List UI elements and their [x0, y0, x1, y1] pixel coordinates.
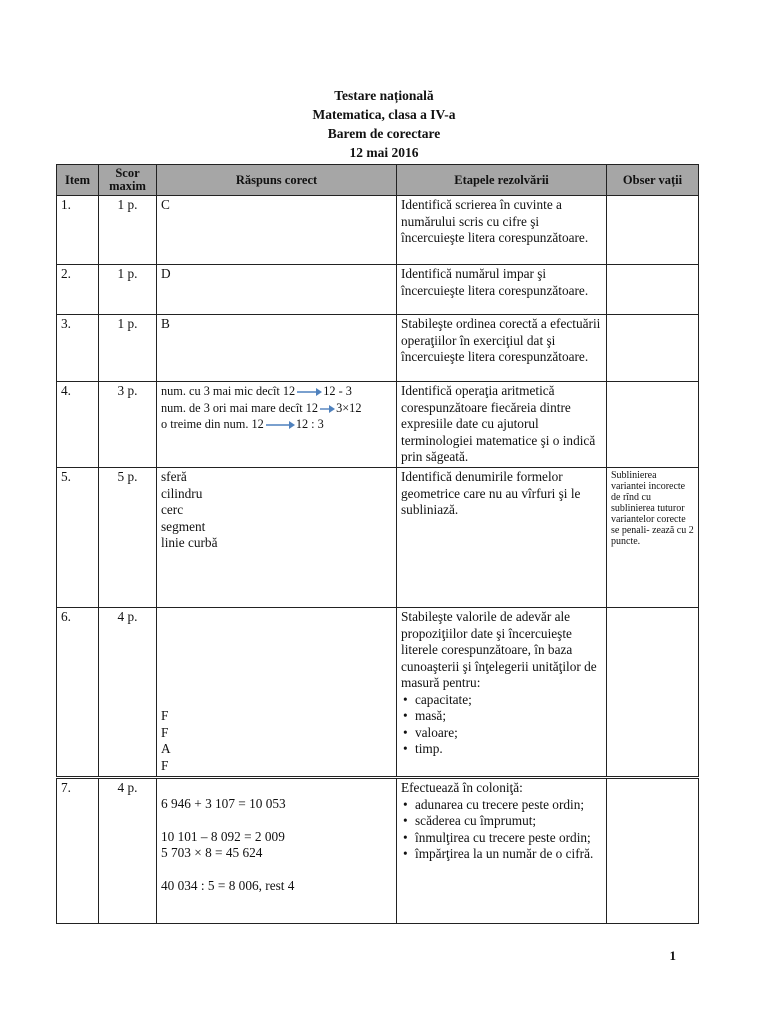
list-item: • scăderea cu împrumut; — [415, 813, 602, 830]
solution-steps — [397, 778, 607, 924]
steps-text: Stabileşte valorile de adevăr ale propoziţiilor date şi încercuieşte literele corespunzătoare, în baza cunoaşterii şi înţelegerii unităţilor de masură pentru: — [401, 609, 597, 690]
expression-text: o treime din num. 12 — [161, 417, 264, 431]
item-score: 1 p. — [99, 315, 157, 382]
item-score: 1 p. — [99, 196, 157, 265]
correct-answer: B — [157, 315, 397, 382]
item-number: 3. — [57, 315, 99, 382]
answer-line: linie curbă — [161, 535, 218, 550]
answer-line: 40 034 : 5 = 8 006, rest 4 — [161, 877, 295, 893]
observations — [607, 778, 699, 924]
table-row — [57, 778, 699, 924]
observations — [607, 608, 699, 778]
item-score: 3 p. — [99, 382, 157, 468]
table-row — [57, 196, 699, 265]
correct-answer: D — [157, 265, 397, 315]
solution-steps: Identifică numărul impar şi încercuieşte litera corespunzătoare. — [397, 265, 607, 315]
answer-line: A — [161, 741, 171, 756]
matching-line — [161, 416, 392, 433]
item-score: 1 p. — [99, 265, 157, 315]
item-number: 2. — [57, 265, 99, 315]
table-row — [57, 315, 699, 382]
page-number: 1 — [669, 948, 676, 963]
observations — [607, 196, 699, 265]
item-number: 4. — [57, 382, 99, 468]
observations — [607, 382, 699, 468]
list-item: • timp. — [415, 741, 602, 758]
answer-line: 10 101 – 8 092 = 2 009 — [161, 828, 285, 844]
col-header-score: Scor maxim — [99, 165, 157, 196]
table-row — [57, 468, 699, 608]
table-header-row — [57, 165, 699, 196]
item-score: 4 p. — [99, 778, 157, 924]
answer-line: sferă — [161, 469, 187, 484]
item-number: 6. — [57, 608, 99, 778]
arrow-right-icon — [319, 404, 335, 414]
correct-answer: C — [157, 196, 397, 265]
header-title: Testare națională — [334, 88, 434, 103]
item-number: 5. — [57, 468, 99, 608]
table-row — [57, 608, 699, 778]
document-header — [0, 86, 768, 162]
answer-line: segment — [161, 518, 206, 534]
expression-text: num. de 3 ori mai mare decît 12 — [161, 400, 319, 415]
table-row — [57, 265, 699, 315]
observations — [607, 315, 699, 382]
item-number: 1. — [57, 196, 99, 265]
arrow-right-icon — [265, 420, 295, 430]
matching-line — [161, 383, 392, 400]
list-item: • masă; — [415, 708, 602, 725]
operation-text: 12 : 3 — [295, 417, 324, 431]
item-number: 7. — [57, 778, 99, 924]
list-item: • valoare; — [415, 725, 602, 742]
steps-bullet-list — [401, 797, 602, 863]
list-item: • capacitate; — [415, 692, 602, 709]
list-item: • împărţirea la un număr de o cifră. — [415, 846, 602, 863]
steps-bullet-list — [401, 692, 602, 758]
answer-line: F — [161, 724, 169, 740]
col-header-item: Item — [57, 165, 99, 196]
observations: Sublinierea variantei incorecte de rînd cu sublinierea tuturor variantelor corecte se penali- zează cu 2 puncte. — [607, 468, 699, 608]
header-doc-type: Barem de corectare — [327, 126, 441, 141]
solution-steps — [397, 608, 607, 778]
answer-line: 6 946 + 3 107 = 10 053 — [161, 796, 286, 811]
answer-line: cerc — [161, 502, 184, 517]
steps-text: Efectuează în coloniţă: — [401, 780, 523, 795]
col-header-steps: Etapele rezolvării — [397, 165, 607, 196]
correct-answer — [157, 382, 397, 468]
answer-line: F — [161, 757, 169, 773]
item-score: 4 p. — [99, 608, 157, 778]
correct-answer — [157, 468, 397, 608]
table-row — [57, 382, 699, 468]
solution-steps: Identifică scrierea în cuvinte a numărului scris cu cifre şi încercuieşte litera corespunzătoare. — [397, 196, 607, 265]
arrow-right-icon — [296, 387, 322, 397]
col-header-observations: Obser vații — [607, 165, 699, 196]
expression-text: num. cu 3 mai mic decît 12 — [161, 384, 296, 398]
grading-table — [56, 164, 699, 924]
correct-answer — [157, 608, 397, 778]
item-score: 5 p. — [99, 468, 157, 608]
solution-steps: Identifică operaţia aritmetică corespunzătoare fiecăreia dintre expresiile date cu ajutorul terminologiei matematice şi o indică prin săgeată. — [397, 382, 607, 468]
operation-text: 3×12 — [336, 400, 362, 415]
observations — [607, 265, 699, 315]
list-item: • adunarea cu trecere peste ordin; — [415, 797, 602, 814]
matching-line — [161, 400, 392, 417]
correct-answer — [157, 778, 397, 924]
solution-steps: Stabileşte ordinea corectă a efectuării operaţiilor în exerciţiul dat şi încercuieşte litera corespunzătoare. — [397, 315, 607, 382]
header-date: 12 mai 2016 — [349, 145, 419, 160]
answer-line: 5 703 × 8 = 45 624 — [161, 845, 263, 860]
list-item: • înmulţirea cu trecere peste ordin; — [415, 830, 602, 847]
col-header-answer: Răspuns corect — [157, 165, 397, 196]
answer-line: F — [161, 708, 169, 723]
solution-steps: Identifică denumirile formelor geometrice care nu au vîrfuri şi le subliniază. — [397, 468, 607, 608]
answer-line: cilindru — [161, 485, 203, 501]
operation-text: 12 - 3 — [323, 384, 352, 398]
header-subject: Matematica, clasa a IV-a — [312, 107, 456, 122]
